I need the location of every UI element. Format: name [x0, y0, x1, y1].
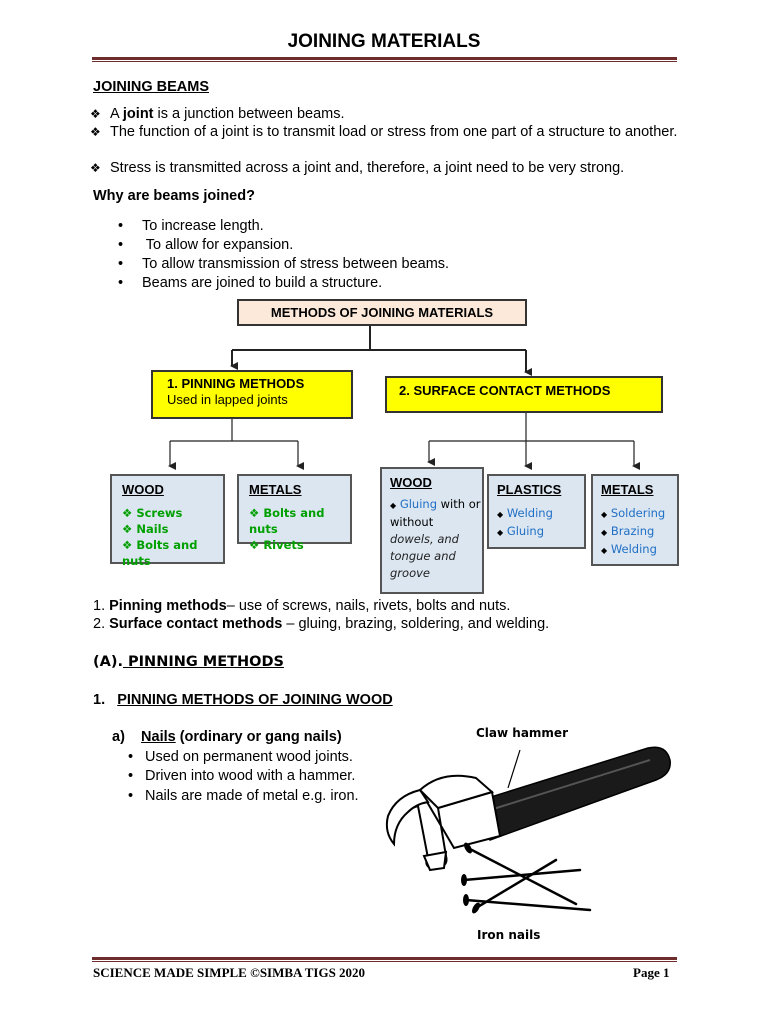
- section-heading-joining-beams: JOINING BEAMS: [93, 79, 210, 95]
- surface-contact-box: [385, 376, 663, 413]
- bullet-dot-icon: •: [118, 218, 124, 234]
- small-diamond-icon: ◆: [390, 501, 397, 510]
- small-diamond-icon: ◆: [601, 528, 608, 537]
- sc-plastics-box: [487, 474, 586, 549]
- pin-metals-item: ❖ Bolts and nuts: [249, 506, 325, 536]
- iron-nails-label: Iron nails: [477, 928, 541, 942]
- pin-wood-title: WOOD: [122, 482, 164, 497]
- claw-hammer-label: Claw hammer: [476, 726, 568, 740]
- diagram-root-box: [237, 299, 527, 326]
- section-a-heading: (A). PINNING METHODS: [93, 654, 284, 670]
- bullet-dot-icon: •: [118, 275, 124, 291]
- pin-wood-item: ❖ Bolts and nuts: [122, 538, 198, 568]
- sc-plastics-item: ◆ Gluing: [497, 524, 544, 538]
- term-joint: joint: [122, 106, 154, 122]
- sc-wood-box: [380, 467, 484, 594]
- footer-rule: [92, 957, 677, 962]
- sc-metals-title: METALS: [601, 482, 654, 497]
- sc-metals-item: ◆ Welding: [601, 542, 657, 556]
- why-heading: Why are beams joined?: [93, 188, 255, 204]
- sc-plastics-item: ◆ Welding: [497, 506, 553, 520]
- footer-left: SCIENCE MADE SIMPLE ©SIMBA TIGS 2020: [93, 965, 366, 980]
- diamond-bullet-icon: ❖: [90, 107, 101, 121]
- sc-wood-title: WOOD: [390, 475, 432, 490]
- pin-metals-item: ❖ Rivets: [249, 538, 304, 552]
- sc-metals-item: ◆ Soldering: [601, 506, 666, 520]
- pinning-methods-title: 1. PINNING METHODS: [167, 376, 305, 391]
- subsection-heading: 1. PINNING METHODS OF JOINING WOOD: [93, 692, 393, 708]
- pin-wood-box: [110, 474, 225, 568]
- bullet-dot-icon: •: [128, 788, 134, 804]
- diamond-bullet-icon: ❖: [90, 161, 101, 175]
- summary-line: 1. Pinning methods– use of screws, nails, rivets, bolts and nuts.: [93, 598, 511, 614]
- diagram-root-label: METHODS OF JOINING MATERIALS: [270, 305, 494, 320]
- pinning-methods-box: [151, 370, 353, 419]
- bullet-dot-icon: •: [118, 237, 124, 253]
- small-diamond-icon: ◆: [497, 528, 504, 537]
- sc-wood-line: groove: [390, 566, 430, 580]
- pin-wood-item: ❖ Nails: [122, 522, 169, 536]
- sc-wood-line: tongue and: [390, 549, 456, 563]
- document-title: JOINING MATERIALS: [287, 31, 481, 52]
- pin-wood-item: ❖ Screws: [122, 506, 183, 520]
- page-number: Page 1: [633, 965, 670, 980]
- summary-line: 2. Surface contact methods – gluing, brazing, soldering, and welding.: [93, 616, 550, 632]
- pinning-methods-subtitle: Used in lapped joints: [167, 392, 288, 407]
- bullet-dot-icon: •: [128, 749, 134, 765]
- nails-heading: a) Nails (ordinary or gang nails): [112, 729, 342, 745]
- small-diamond-icon: ◆: [601, 546, 608, 555]
- small-diamond-icon: ◆: [497, 510, 504, 519]
- diamond-bullet-icon: ❖: [90, 125, 101, 139]
- sc-metals-box: [591, 474, 679, 566]
- sc-metals-item: ◆ Brazing: [601, 524, 655, 538]
- claw-hammer-icon: [380, 740, 680, 950]
- small-diamond-icon: ◆: [601, 510, 608, 519]
- sc-wood-line: ◆ Gluing with or: [390, 497, 481, 511]
- pin-metals-box: [237, 474, 352, 552]
- sc-plastics-title: PLASTICS: [497, 482, 562, 497]
- bullet-dot-icon: •: [128, 768, 134, 784]
- sc-wood-line: dowels, and: [390, 532, 459, 546]
- sc-wood-line: without: [390, 515, 434, 529]
- pin-metals-title: METALS: [249, 482, 302, 497]
- bullet-dot-icon: •: [118, 256, 124, 272]
- surface-contact-title: 2. SURFACE CONTACT METHODS: [399, 383, 611, 398]
